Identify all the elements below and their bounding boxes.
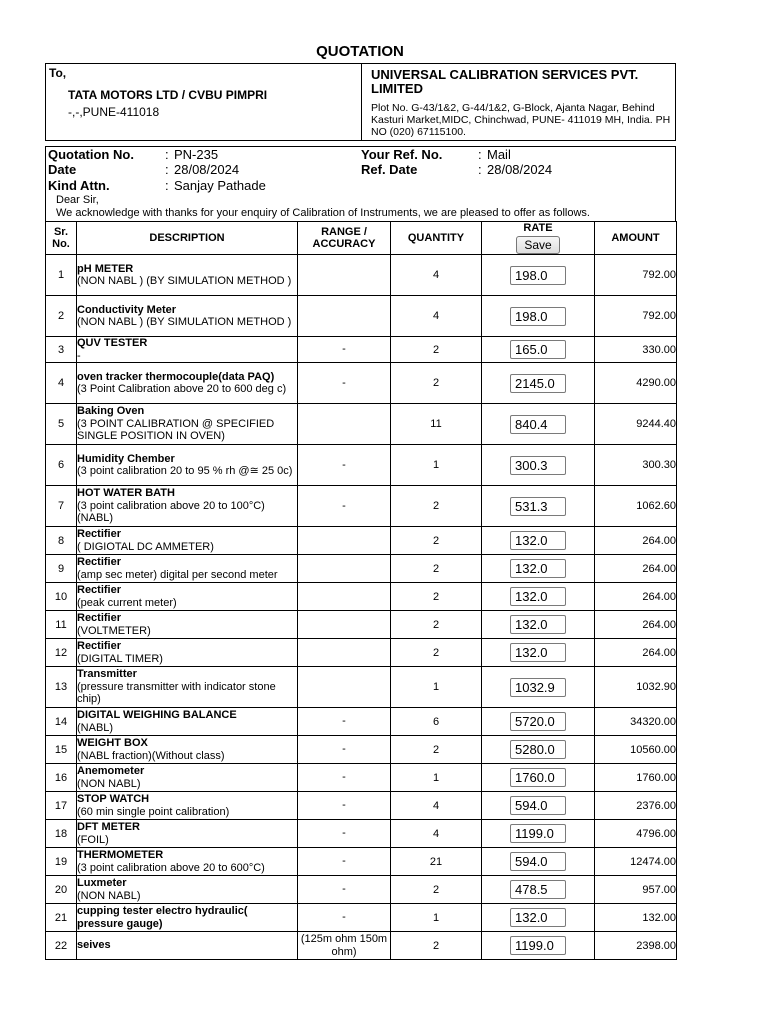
row-quantity: 4 bbox=[391, 296, 482, 337]
row-amount: 1032.90 bbox=[595, 667, 677, 708]
item-detail: (NON NABL ) (BY SIMULATION METHOD ) bbox=[77, 275, 292, 287]
item-name: Rectifier bbox=[77, 640, 122, 652]
row-sr-no: 15 bbox=[46, 736, 77, 764]
item-detail: (NABL) bbox=[77, 721, 114, 734]
row-quantity: 1 bbox=[391, 667, 482, 708]
item-name: Luxmeter bbox=[77, 877, 127, 889]
row-range: - bbox=[298, 337, 391, 363]
row-quantity: 2 bbox=[391, 337, 482, 363]
row-sr-no: 13 bbox=[46, 667, 77, 708]
row-amount: 34320.00 bbox=[595, 708, 677, 736]
row-rate-cell bbox=[482, 792, 595, 820]
table-row bbox=[46, 820, 677, 848]
table-row bbox=[46, 904, 677, 932]
table-row bbox=[46, 792, 677, 820]
item-detail: (3 Point Calibration above 20 to 600 deg c) bbox=[77, 383, 287, 395]
table-row bbox=[46, 736, 677, 764]
row-quantity: 4 bbox=[391, 792, 482, 820]
row-rate-cell bbox=[482, 764, 595, 792]
row-rate-cell bbox=[482, 255, 595, 296]
item-name: Transmitter bbox=[77, 668, 137, 681]
row-range: (125m ohm 150m ohm) bbox=[298, 932, 391, 960]
row-amount: 792.00 bbox=[595, 255, 677, 296]
row-amount: 4796.00 bbox=[595, 820, 677, 848]
row-amount: 10560.00 bbox=[595, 736, 677, 764]
row-rate-cell bbox=[482, 555, 595, 583]
rate-input[interactable] bbox=[510, 456, 566, 475]
rate-input[interactable] bbox=[510, 307, 566, 326]
row-amount: 1062.60 bbox=[595, 486, 677, 527]
item-detail: (peak current meter) bbox=[77, 596, 177, 609]
row-range: - bbox=[298, 736, 391, 764]
rate-input[interactable] bbox=[510, 908, 566, 927]
row-amount: 12474.00 bbox=[595, 848, 677, 876]
row-description bbox=[77, 848, 298, 876]
row-range: - bbox=[298, 486, 391, 527]
item-detail: (NON NABL) bbox=[77, 777, 141, 790]
item-name: oven tracker thermocouple(data PAQ) bbox=[77, 370, 275, 383]
colon: : bbox=[478, 147, 482, 162]
row-quantity: 6 bbox=[391, 708, 482, 736]
to-label: To, bbox=[49, 66, 67, 80]
item-name: DFT METER bbox=[77, 821, 140, 833]
colon: : bbox=[478, 162, 482, 177]
item-name: seives bbox=[77, 939, 111, 952]
row-sr-no: 11 bbox=[46, 611, 77, 639]
row-description bbox=[77, 736, 298, 764]
row-sr-no: 19 bbox=[46, 848, 77, 876]
row-rate-cell bbox=[482, 736, 595, 764]
row-quantity: 1 bbox=[391, 445, 482, 486]
rate-input[interactable] bbox=[510, 559, 566, 578]
header-amount: AMOUNT bbox=[595, 222, 677, 255]
quotation-table bbox=[45, 221, 677, 960]
row-range: - bbox=[298, 848, 391, 876]
your-ref-label: Your Ref. No. bbox=[361, 147, 443, 162]
table-row bbox=[46, 363, 677, 404]
item-detail: (VOLTMETER) bbox=[77, 624, 151, 637]
rate-input[interactable] bbox=[510, 587, 566, 606]
table-row bbox=[46, 296, 677, 337]
row-sr-no: 7 bbox=[46, 486, 77, 527]
row-description bbox=[77, 667, 298, 708]
row-amount: 9244.40 bbox=[595, 404, 677, 445]
row-amount: 264.00 bbox=[595, 555, 677, 583]
table-row bbox=[46, 255, 677, 296]
item-name: THERMOMETER bbox=[77, 849, 164, 861]
date-label: Date bbox=[48, 162, 77, 177]
kind-attn-label: Kind Attn. bbox=[48, 178, 110, 193]
row-sr-no: 22 bbox=[46, 932, 77, 960]
ref-date-value: 28/08/2024 bbox=[487, 162, 553, 177]
row-description bbox=[77, 876, 298, 904]
row-description bbox=[77, 932, 298, 960]
table-row bbox=[46, 527, 677, 555]
row-range: - bbox=[298, 363, 391, 404]
item-detail: (3 POINT CALIBRATION @ SPECIFIED SINGLE POSITION IN OVEN) bbox=[77, 417, 275, 443]
row-rate-cell bbox=[482, 583, 595, 611]
row-quantity: 2 bbox=[391, 736, 482, 764]
row-quantity: 2 bbox=[391, 932, 482, 960]
row-rate-cell bbox=[482, 932, 595, 960]
row-quantity: 2 bbox=[391, 555, 482, 583]
rate-input[interactable] bbox=[510, 740, 566, 759]
row-range: - bbox=[298, 792, 391, 820]
row-description bbox=[77, 445, 298, 486]
rate-input[interactable] bbox=[510, 415, 566, 434]
rate-input[interactable] bbox=[510, 880, 566, 899]
save-button[interactable]: Save bbox=[516, 236, 560, 254]
header-rate bbox=[482, 222, 595, 255]
item-detail: (3 point calibration above 20 to 600°C) bbox=[77, 861, 265, 874]
table-row bbox=[46, 404, 677, 445]
ref-date-label: Ref. Date bbox=[361, 162, 418, 177]
item-detail: (FOIL) bbox=[77, 833, 109, 846]
your-ref-value: Mail bbox=[487, 147, 511, 162]
rate-input[interactable] bbox=[510, 643, 566, 662]
row-range bbox=[298, 255, 391, 296]
row-quantity: 1 bbox=[391, 904, 482, 932]
item-detail: (DIGITAL TIMER) bbox=[77, 652, 163, 665]
row-range bbox=[298, 404, 391, 445]
date-value: 28/08/2024 bbox=[174, 162, 240, 177]
table-row bbox=[46, 932, 677, 960]
row-amount: 264.00 bbox=[595, 527, 677, 555]
item-detail: (amp sec meter) digital per second meter bbox=[77, 568, 278, 581]
row-quantity: 2 bbox=[391, 876, 482, 904]
table-row bbox=[46, 667, 677, 708]
item-name: QUV TESTER bbox=[77, 337, 148, 349]
row-amount: 300.30 bbox=[595, 445, 677, 486]
row-quantity: 1 bbox=[391, 764, 482, 792]
row-amount: 792.00 bbox=[595, 296, 677, 337]
colon: : bbox=[165, 162, 169, 177]
row-rate-cell bbox=[482, 445, 595, 486]
row-amount: 957.00 bbox=[595, 876, 677, 904]
row-quantity: 2 bbox=[391, 527, 482, 555]
item-name: cupping tester electro hydraulic( pressure gauge) bbox=[77, 905, 248, 930]
row-description bbox=[77, 363, 298, 404]
row-amount: 264.00 bbox=[595, 639, 677, 667]
row-amount: 2376.00 bbox=[595, 792, 677, 820]
row-sr-no: 16 bbox=[46, 764, 77, 792]
rate-input[interactable] bbox=[510, 531, 566, 550]
acknowledgement-text: We acknowledge with thanks for your enquiry of Calibration of Instruments, we are pleased to offer as follows. bbox=[56, 207, 590, 219]
row-amount: 330.00 bbox=[595, 337, 677, 363]
header-description: DESCRIPTION bbox=[77, 222, 298, 255]
table-row bbox=[46, 639, 677, 667]
row-range: - bbox=[298, 876, 391, 904]
row-range bbox=[298, 583, 391, 611]
row-quantity: 11 bbox=[391, 404, 482, 445]
rate-input[interactable] bbox=[510, 615, 566, 634]
row-rate-cell bbox=[482, 527, 595, 555]
sender-address: Plot No. G-43/1&2, G-44/1&2, G-Block, Ajanta Nagar, Behind Kasturi Market,MIDC, Chinchwad, PUNE- 411019 MH, India. PH NO (020) 67115100. bbox=[371, 102, 671, 138]
header-rate-label: RATE bbox=[523, 222, 553, 234]
rate-input[interactable] bbox=[510, 678, 566, 697]
row-description bbox=[77, 296, 298, 337]
row-range: - bbox=[298, 820, 391, 848]
row-sr-no: 20 bbox=[46, 876, 77, 904]
header-sr-no: Sr. No. bbox=[46, 222, 77, 255]
item-name: STOP WATCH bbox=[77, 793, 150, 805]
row-amount: 264.00 bbox=[595, 611, 677, 639]
row-rate-cell bbox=[482, 848, 595, 876]
item-name: Rectifier bbox=[77, 556, 122, 568]
rate-input[interactable] bbox=[510, 796, 566, 815]
rate-input[interactable] bbox=[510, 374, 566, 393]
table-header-row bbox=[46, 222, 677, 255]
rate-input[interactable] bbox=[510, 340, 566, 359]
row-description bbox=[77, 820, 298, 848]
row-quantity: 2 bbox=[391, 639, 482, 667]
table-row bbox=[46, 708, 677, 736]
rate-input[interactable] bbox=[510, 266, 566, 285]
item-name: Rectifier bbox=[77, 584, 122, 596]
greeting: Dear Sir, bbox=[56, 194, 99, 206]
recipient-block bbox=[45, 63, 361, 141]
row-description bbox=[77, 486, 298, 527]
row-sr-no: 9 bbox=[46, 555, 77, 583]
row-rate-cell bbox=[482, 296, 595, 337]
row-description bbox=[77, 611, 298, 639]
row-description bbox=[77, 337, 298, 363]
row-rate-cell bbox=[482, 667, 595, 708]
item-detail: (NON NABL ) (BY SIMULATION METHOD ) bbox=[77, 316, 292, 328]
row-rate-cell bbox=[482, 404, 595, 445]
row-sr-no: 8 bbox=[46, 527, 77, 555]
row-rate-cell bbox=[482, 820, 595, 848]
table-row bbox=[46, 611, 677, 639]
row-quantity: 21 bbox=[391, 848, 482, 876]
table-row bbox=[46, 583, 677, 611]
item-name: Rectifier bbox=[77, 612, 122, 624]
sender-company: UNIVERSAL CALIBRATION SERVICES PVT. LIMITED bbox=[371, 67, 639, 96]
row-description bbox=[77, 555, 298, 583]
row-quantity: 2 bbox=[391, 486, 482, 527]
quotation-info bbox=[45, 146, 676, 222]
row-sr-no: 4 bbox=[46, 363, 77, 404]
rate-input[interactable] bbox=[510, 936, 566, 955]
row-rate-cell bbox=[482, 639, 595, 667]
row-quantity: 2 bbox=[391, 363, 482, 404]
page-title: QUOTATION bbox=[316, 43, 404, 60]
row-range bbox=[298, 611, 391, 639]
table-row bbox=[46, 445, 677, 486]
row-description bbox=[77, 764, 298, 792]
row-quantity: 2 bbox=[391, 611, 482, 639]
row-range: - bbox=[298, 904, 391, 932]
row-rate-cell bbox=[482, 363, 595, 404]
item-name: Baking Oven bbox=[77, 405, 145, 418]
rate-input[interactable] bbox=[510, 712, 566, 731]
row-sr-no: 21 bbox=[46, 904, 77, 932]
rate-input[interactable] bbox=[510, 824, 566, 843]
row-sr-no: 3 bbox=[46, 337, 77, 363]
item-detail: (NON NABL) bbox=[77, 889, 141, 902]
row-sr-no: 5 bbox=[46, 404, 77, 445]
item-detail: (3 point calibration 20 to 95 % rh @≅ 25 0c) bbox=[77, 465, 293, 477]
header-quantity: QUANTITY bbox=[391, 222, 482, 255]
row-description bbox=[77, 792, 298, 820]
table-row bbox=[46, 337, 677, 363]
recipient-address: -,-,PUNE-411018 bbox=[68, 105, 160, 119]
row-sr-no: 6 bbox=[46, 445, 77, 486]
item-name: Anemometer bbox=[77, 765, 145, 777]
row-range: - bbox=[298, 764, 391, 792]
row-range: - bbox=[298, 708, 391, 736]
row-rate-cell bbox=[482, 611, 595, 639]
table-row bbox=[46, 555, 677, 583]
item-detail: ( DIGIOTAL DC AMMETER) bbox=[77, 540, 214, 553]
recipient-company: TATA MOTORS LTD / CVBU PIMPRI bbox=[68, 88, 268, 102]
row-rate-cell bbox=[482, 876, 595, 904]
item-detail: (NABL fraction)(Without class) bbox=[77, 749, 225, 762]
table-row bbox=[46, 486, 677, 527]
row-quantity: 4 bbox=[391, 820, 482, 848]
row-description bbox=[77, 904, 298, 932]
item-name: Humidity Chember bbox=[77, 452, 175, 465]
table-row bbox=[46, 848, 677, 876]
row-description bbox=[77, 255, 298, 296]
row-range bbox=[298, 667, 391, 708]
row-amount: 1760.00 bbox=[595, 764, 677, 792]
row-rate-cell bbox=[482, 486, 595, 527]
row-range bbox=[298, 555, 391, 583]
row-amount: 264.00 bbox=[595, 583, 677, 611]
row-sr-no: 18 bbox=[46, 820, 77, 848]
row-amount: 2398.00 bbox=[595, 932, 677, 960]
item-name: HOT WATER BATH bbox=[77, 487, 175, 500]
item-name: DIGITAL WEIGHING BALANCE bbox=[77, 709, 237, 721]
item-name: Rectifier bbox=[77, 528, 122, 540]
table-row bbox=[46, 764, 677, 792]
item-detail: (3 point calibration above 20 to 100°C) (NABL) bbox=[77, 499, 265, 525]
header-range: RANGE / ACCURACY bbox=[298, 222, 391, 255]
row-range: - bbox=[298, 445, 391, 486]
row-rate-cell bbox=[482, 708, 595, 736]
row-description bbox=[77, 583, 298, 611]
item-name: Conductivity Meter bbox=[77, 303, 177, 316]
row-sr-no: 12 bbox=[46, 639, 77, 667]
row-range bbox=[298, 296, 391, 337]
item-detail: (60 min single point calibration) bbox=[77, 805, 230, 818]
row-quantity: 4 bbox=[391, 255, 482, 296]
rate-input[interactable] bbox=[510, 852, 566, 871]
quotation-no-label: Quotation No. bbox=[48, 147, 134, 162]
item-name: pH METER bbox=[77, 262, 134, 275]
row-description bbox=[77, 708, 298, 736]
row-sr-no: 10 bbox=[46, 583, 77, 611]
item-detail: - bbox=[77, 349, 81, 362]
colon: : bbox=[165, 147, 169, 162]
row-amount: 4290.00 bbox=[595, 363, 677, 404]
row-rate-cell bbox=[482, 337, 595, 363]
row-amount: 132.00 bbox=[595, 904, 677, 932]
row-rate-cell bbox=[482, 904, 595, 932]
row-description bbox=[77, 404, 298, 445]
row-description bbox=[77, 639, 298, 667]
row-sr-no: 14 bbox=[46, 708, 77, 736]
row-range bbox=[298, 639, 391, 667]
row-sr-no: 2 bbox=[46, 296, 77, 337]
quotation-no-value: PN-235 bbox=[174, 147, 219, 162]
table-row bbox=[46, 876, 677, 904]
item-name: WEIGHT BOX bbox=[77, 737, 148, 749]
kind-attn-value: Sanjay Pathade bbox=[174, 178, 266, 193]
row-sr-no: 17 bbox=[46, 792, 77, 820]
row-description bbox=[77, 527, 298, 555]
rate-input[interactable] bbox=[510, 768, 566, 787]
item-detail: (pressure transmitter with indicator stone chip) bbox=[77, 680, 276, 706]
colon: : bbox=[165, 178, 169, 193]
row-range bbox=[298, 527, 391, 555]
rate-input[interactable] bbox=[510, 497, 566, 516]
sender-block bbox=[361, 63, 676, 141]
row-sr-no: 1 bbox=[46, 255, 77, 296]
row-quantity: 2 bbox=[391, 583, 482, 611]
